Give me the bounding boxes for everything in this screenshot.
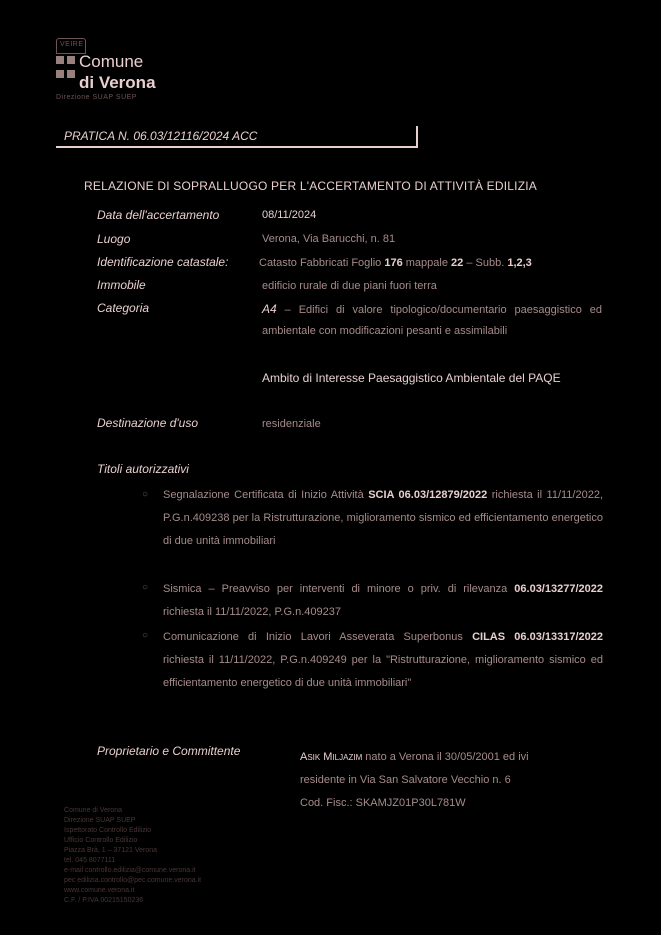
titoli-heading: Titoli autorizzativi xyxy=(97,462,189,476)
categoria-value: A4 – Edifici di valore tipologico/documentario paesaggistico ed ambientale con modificazioni pesanti e assimilabili xyxy=(262,302,602,337)
titolo-item: Comunicazione di Inizio Lavori Asseverata Superbonus CILAS 06.03/13317/2022 richiesta il 11/11/2022, P.G.n.409249 per la "Ristrutturazione, miglioramento sismico ed efficientamento energetico di due unità immobiliari" xyxy=(163,631,603,689)
pratica-number: PRATICA N. 06.03/12116/2024 ACC xyxy=(64,129,258,143)
data-label: Data dell'accertamento xyxy=(97,208,220,222)
bullet-circle-icon: ○ xyxy=(142,582,149,593)
titolo-item: Segnalazione Certificata di Inizio Attività SCIA 06.03/12879/2022 richiesta il 11/11/2022, P.G.n.409238 per la Ristrutturazione, miglioramento sismico ed efficientamento energetico di due unità immobiliari xyxy=(163,489,604,547)
destinazione-value: residenziale xyxy=(262,418,321,430)
logo-subtitle: Direzione SUAP SUEP xyxy=(56,94,137,101)
bullet-circle-icon: ○ xyxy=(142,489,149,500)
crest-label: VEIRE xyxy=(60,41,84,48)
proprietario-label: Proprietario e Committente xyxy=(97,744,241,758)
catasto-label: Identificazione catastale: xyxy=(97,255,229,269)
logo-line2: di Verona xyxy=(79,73,156,92)
proprietario-value: Asik Miljazim nato a Verona il 30/05/2001 ed ivi residente in Via San Salvatore Vecchio n. 6 Cod. Fisc.: SKAMJZ01P30L781W xyxy=(300,751,529,809)
destinazione-label: Destinazione d'uso xyxy=(97,416,199,430)
catasto-value: Catasto Fabbricati Foglio 176 mappale 22 – Subb. 1,2,3 xyxy=(259,257,532,269)
immobile-value: edificio rurale di due piani fuori terra xyxy=(262,280,437,292)
titolo-item: Sismica – Preavviso per interventi di minore o priv. di rilevanza 06.03/13277/2022 richiesta il 11/11/2022, P.G.n.409237 xyxy=(163,583,603,618)
luogo-label: Luogo xyxy=(97,232,131,246)
immobile-label: Immobile xyxy=(97,278,146,292)
ambito-value: Ambito di Interesse Paesaggistico Ambientale del PAQE xyxy=(262,371,561,385)
data-value: 08/11/2024 xyxy=(262,209,317,221)
logo-line1: Comune xyxy=(79,52,144,71)
footer-address: Comune di Verona Direzione SUAP SUEP Ispettorato Controllo Edilizio Ufficio Controllo Edilizio Piazza Brà, 1 – 37121 Verona tel. 045 8077111 e-mail controllo.edilizia@comune.verona.it pec edilizia.controllo@pec.comune.verona.it www.comune.verona.it C.F. / P.IVA 00215150236 xyxy=(64,807,202,904)
luogo-value: Verona, Via Barucchi, n. 81 xyxy=(262,233,396,245)
bullet-circle-icon: ○ xyxy=(142,630,149,641)
categoria-label: Categoria xyxy=(97,301,150,315)
logo-squares-icon xyxy=(56,56,75,78)
document-title: RELAZIONE DI SOPRALLUOGO PER L'ACCERTAMENTO DI ATTIVITÀ EDILIZIA xyxy=(84,179,537,193)
